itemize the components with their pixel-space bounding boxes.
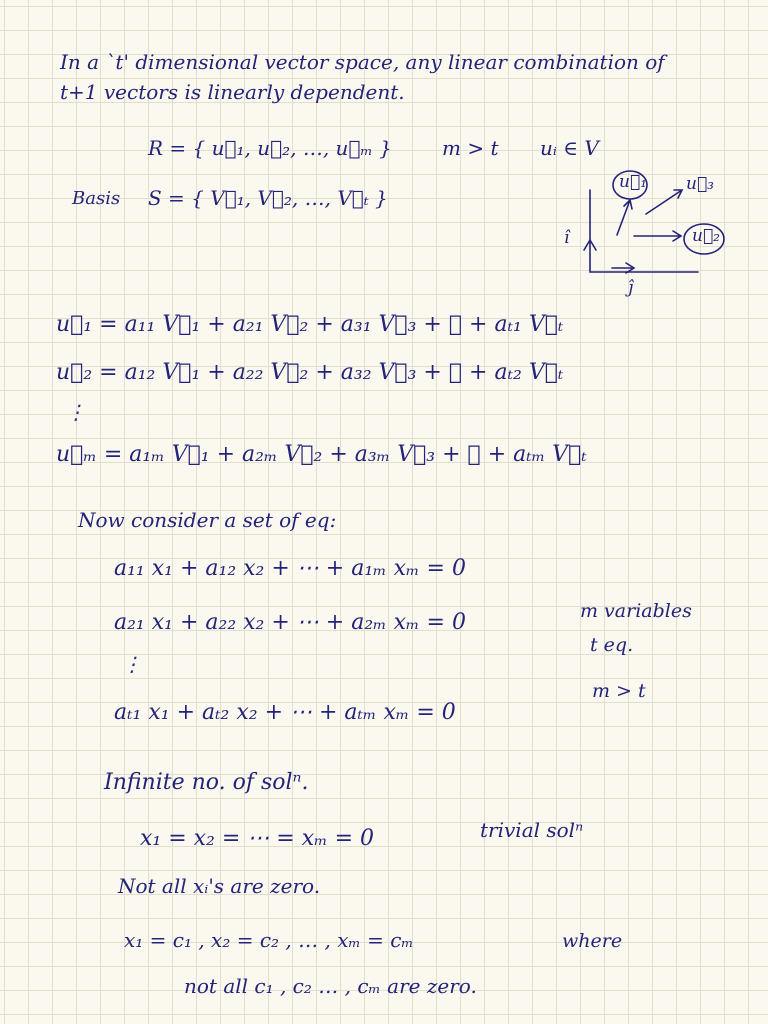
intro-line-2: t+1 vectors is linearly dependent. xyxy=(60,80,405,104)
axes-lines xyxy=(590,190,698,272)
equation-row-2: a₂₁ x₁ + a₂₂ x₂ + ⋯ + a₂ₘ xₘ = 0 xyxy=(114,610,466,635)
note-t-eq: t eq. xyxy=(590,634,634,656)
infinite-solutions: Infinite no. of solⁿ. xyxy=(104,770,309,795)
system-heading: Now consider a set of eq: xyxy=(78,508,337,532)
not-all-zero: Not all xᵢ's are zero. xyxy=(118,874,321,898)
set-s: S = { V⃗₁, V⃗₂, …, V⃗ₜ } xyxy=(148,186,388,210)
not-all-c-zero: not all c₁ , c₂ … , cₘ are zero. xyxy=(184,974,477,998)
set-r: R = { u⃗₁, u⃗₂, …, u⃗ₘ } xyxy=(148,136,392,160)
expansion-dots: ⋮ xyxy=(66,400,86,424)
trivial-solution-eq: x₁ = x₂ = ⋯ = xₘ = 0 xyxy=(140,826,375,851)
note-m-variables: m variables xyxy=(580,600,692,622)
u1-arrow xyxy=(617,200,630,235)
sketch-u1-label: u⃗₁ xyxy=(619,172,647,192)
expansion-u1: u⃗₁ = a₁₁ V⃗₁ + a₂₁ V⃗₂ + a₃₁ V⃗₃ + ⋯ + aₜ₁ V⃗ₜ xyxy=(56,312,564,337)
sketch-j-axis-label: ĵ xyxy=(628,278,634,298)
u3-arrow xyxy=(646,190,682,214)
where-label: where xyxy=(562,930,623,952)
m-greater-t: m > t xyxy=(442,136,499,160)
equation-row-t: aₜ₁ x₁ + aₜ₂ x₂ + ⋯ + aₜₘ xₘ = 0 xyxy=(114,700,456,725)
nontrivial-solution-eq: x₁ = c₁ , x₂ = c₂ , … , xₘ = cₘ xyxy=(124,928,414,952)
basis-label: Basis xyxy=(72,188,121,209)
sketch-u2-label: u⃗₂ xyxy=(692,226,720,246)
trivial-solution-label: trivial solⁿ xyxy=(480,818,584,842)
ui-in-v: uᵢ ∈ V xyxy=(540,136,599,160)
equation-dots: ⋮ xyxy=(122,652,142,676)
sketch-i-axis-label: î xyxy=(564,228,570,248)
sketch-u3-label: u⃗₃ xyxy=(686,174,714,194)
expansion-um: u⃗ₘ = a₁ₘ V⃗₁ + a₂ₘ V⃗₂ + a₃ₘ V⃗₃ + ⋯ + aₜₘ V⃗ₜ xyxy=(56,442,587,467)
equation-row-1: a₁₁ x₁ + a₁₂ x₂ + ⋯ + a₁ₘ xₘ = 0 xyxy=(114,556,466,581)
expansion-u2: u⃗₂ = a₁₂ V⃗₁ + a₂₂ V⃗₂ + a₃₂ V⃗₃ + ⋯ + aₜ₂ V⃗ₜ xyxy=(56,360,564,385)
intro-line-1: In a `t' dimensional vector space, any linear combination of xyxy=(60,50,665,74)
note-m-gt-t: m > t xyxy=(592,680,646,702)
